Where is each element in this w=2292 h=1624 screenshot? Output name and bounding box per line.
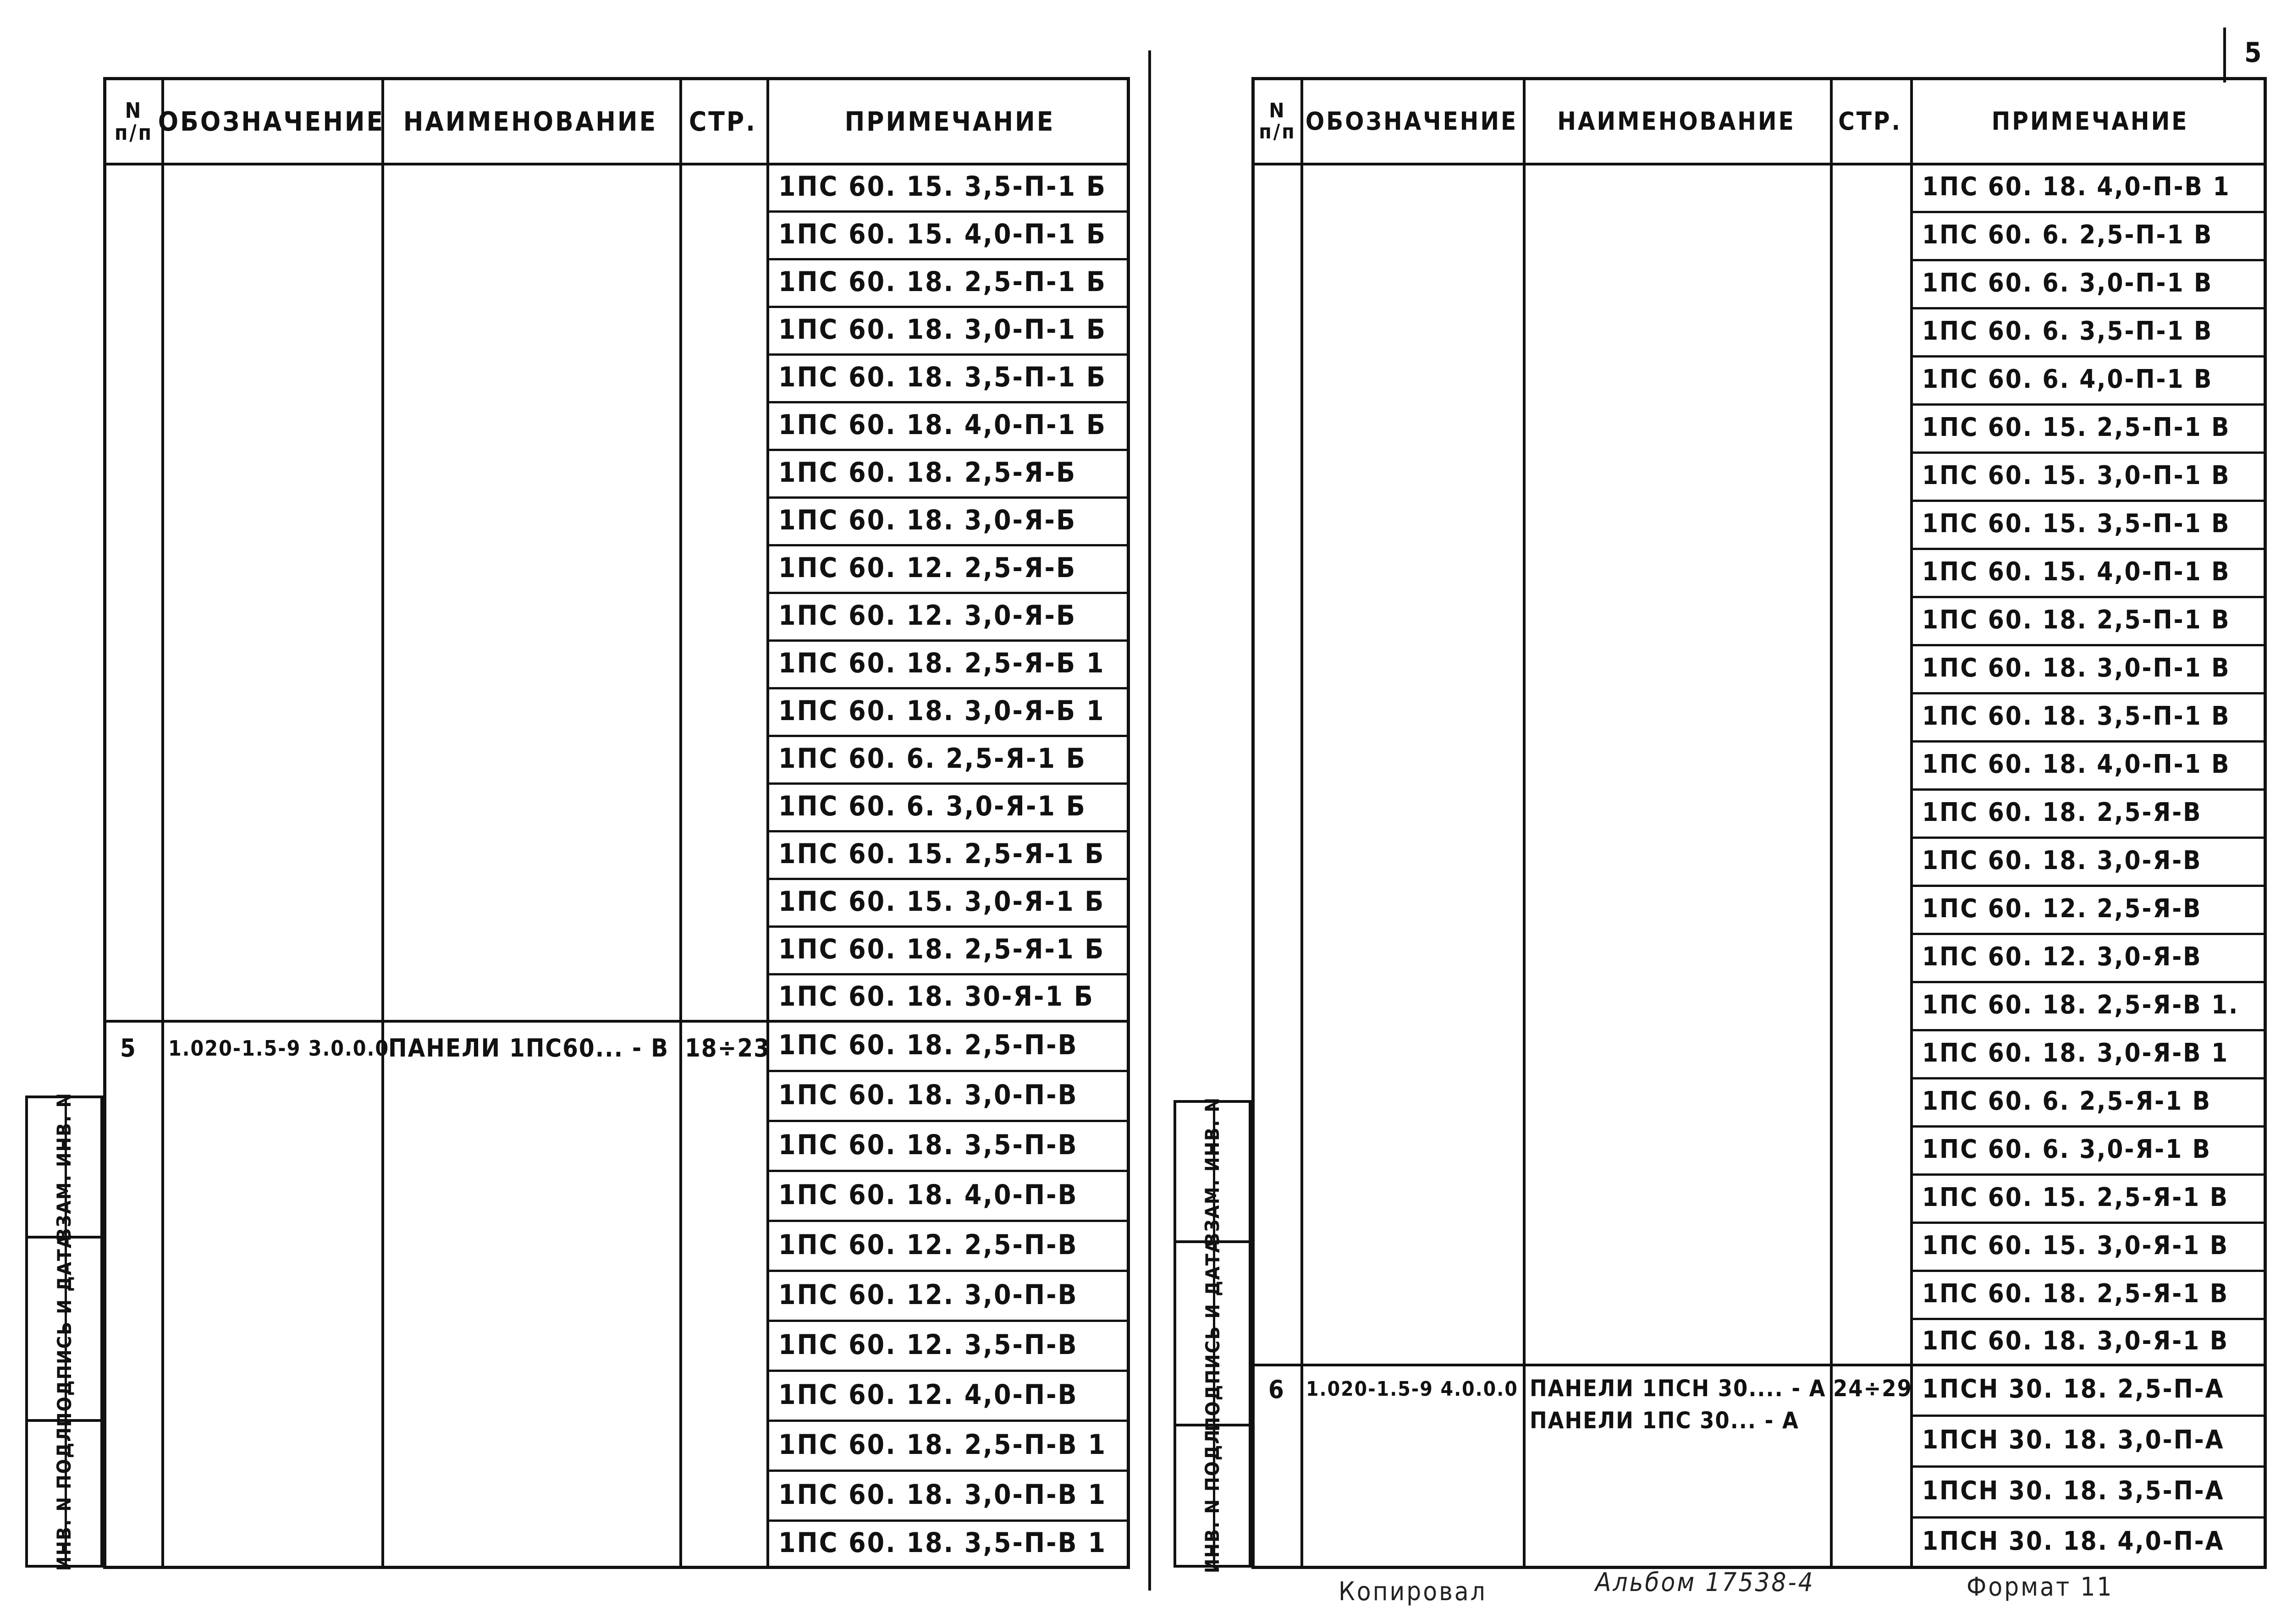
header-name: НАИМЕНОВАНИЕ (1557, 106, 1796, 136)
page-number: 5 (2244, 37, 2262, 69)
note-cell: 1ПСН 30. 18. 4,0-П-А (1922, 1526, 2225, 1556)
note-cell: 1ПС 60. 18. 3,0-Я-Б 1 (778, 695, 1105, 727)
note-cell: 1ПС 60. 18. 3,5-П-1 В (1922, 701, 2231, 731)
note-cell: 1ПС 60. 12. 2,5-Я-В (1922, 894, 2202, 924)
header-num: N п/п (1259, 99, 1296, 143)
right-spec-table (1251, 77, 2267, 1569)
footer-album: Альбом 17538-4 (1595, 1568, 1815, 1597)
col-divider (679, 80, 682, 1566)
note-cell: 1ПС 60. 12. 2,5-П-В (778, 1228, 1078, 1261)
col-divider (1523, 80, 1526, 1566)
note-cell: 1ПС 60. 6. 2,5-П-1 В (1922, 220, 2213, 250)
item-pages: 18÷23 (685, 1034, 770, 1062)
item-code: 1.020-1.5-9 3.0.0.0 (168, 1036, 390, 1061)
stamp-inv-label: ИНВ. N ПОДЛ. (53, 1419, 76, 1571)
header-name: НАИМЕНОВАНИЕ (403, 105, 658, 137)
note-cell: 1ПС 60. 15. 4,0-П-1 В (1922, 557, 2231, 587)
note-cell: 1ПСН 30. 18. 3,5-П-А (1922, 1476, 2225, 1506)
header-page: СТР. (1838, 106, 1902, 136)
note-cell: 1ПС 60. 15. 3,0-П-1 В (1922, 461, 2231, 490)
item-name: ПАНЕЛИ 1ПС60... - В (388, 1034, 669, 1062)
note-cell: 1ПС 60. 6. 3,0-Я-1 В (1922, 1134, 2212, 1164)
note-cell: 1ПС 60. 18. 3,5-П-1 Б (778, 361, 1107, 393)
note-cell: 1ПС 60. 18. 2,5-Я-Б (778, 457, 1077, 489)
header-note: ПРИМЕЧАНИЕ (844, 105, 1055, 137)
note-cell: 1ПС 60. 15. 4,0-П-1 Б (778, 218, 1107, 250)
note-cell: 1ПС 60. 18. 4,0-П-В 1 (1922, 172, 2231, 202)
item-name-second: ПАНЕЛИ 1ПС 30... - А (1530, 1407, 1799, 1434)
note-cell: 1ПС 60. 18. 2,5-П-1 Б (778, 266, 1107, 298)
stamp-sign-label: ПОДПИСЬ И ДАТА (1201, 1238, 1224, 1431)
note-cell: 1ПС 60. 18. 3,0-Я-В (1922, 846, 2202, 875)
header-page: СТР. (689, 105, 757, 137)
note-cell: 1ПС 60. 18. 2,5-Я-1 Б (778, 933, 1105, 965)
left-stamp-strip (25, 1092, 103, 1571)
note-cell: 1ПС 60. 18. 4,0-П-1 Б (778, 409, 1107, 441)
note-cell: 1ПС 60. 18. 3,0-П-1 В (1922, 653, 2231, 683)
footer-copied: Копировал (1339, 1577, 1487, 1607)
note-cell: 1ПС 60. 18. 2,5-Я-1 В (1922, 1279, 2229, 1309)
note-cell: 1ПС 60. 6. 2,5-Я-1 В (1922, 1086, 2212, 1116)
col-divider (381, 80, 384, 1566)
note-cell: 1ПС 60. 15. 2,5-Я-1 Б (778, 838, 1105, 870)
note-cell: 1ПС 60. 12. 3,0-Я-Б (778, 600, 1077, 632)
note-cell: 1ПС 60. 15. 2,5-Я-1 В (1922, 1183, 2229, 1212)
col-divider (1830, 80, 1833, 1566)
item-number: 6 (1268, 1375, 1285, 1404)
note-cell: 1ПС 60. 6. 3,0-Я-1 Б (778, 790, 1086, 822)
note-cell: 1ПС 60. 18. 3,0-Я-В 1 (1922, 1038, 2229, 1068)
note-cell: 1ПС 60. 15. 2,5-П-1 В (1922, 413, 2231, 442)
header-num: N п/п (114, 98, 154, 145)
col-divider (161, 80, 164, 1566)
right-stamp-strip (1174, 1096, 1251, 1573)
note-cell: 1ПС 60. 15. 3,0-Я-1 Б (778, 886, 1105, 918)
note-cell: 1ПС 60. 15. 3,5-П-1 В (1922, 509, 2231, 539)
note-cell: 1ПСН 30. 18. 2,5-П-А (1922, 1374, 2225, 1404)
item-pages: 24÷29 (1833, 1375, 1912, 1402)
stamp-sign-label: ПОДПИСЬ И ДАТА (53, 1233, 76, 1427)
page-fold-line (1148, 50, 1151, 1591)
footer-format: Формат 11 (1967, 1572, 2114, 1602)
note-cell: 1ПС 60. 18. 3,0-Я-1 В (1922, 1326, 2229, 1356)
note-cell: 1ПС 60. 18. 2,5-П-В (778, 1029, 1078, 1061)
note-cell: 1ПС 60. 18. 2,5-Я-В 1. (1922, 990, 2239, 1020)
note-cell: 1ПС 60. 12. 4,0-П-В (778, 1378, 1078, 1411)
note-cell: 1ПС 60. 18. 3,0-П-В (778, 1079, 1078, 1111)
note-cell: 1ПС 60. 12. 3,5-П-В (778, 1328, 1078, 1361)
note-cell: 1ПС 60. 6. 4,0-П-1 В (1922, 364, 2213, 394)
note-cell: 1ПС 60. 18. 30-Я-1 Б (778, 980, 1094, 1013)
note-cell: 1ПСН 30. 18. 3,0-П-А (1922, 1425, 2225, 1455)
note-cell: 1ПС 60. 15. 3,0-Я-1 В (1922, 1231, 2229, 1261)
col-divider (1300, 80, 1303, 1566)
left-spec-table (103, 77, 1130, 1569)
note-cell: 1ПС 60. 18. 4,0-П-1 В (1922, 749, 2231, 779)
note-cell: 1ПС 60. 12. 3,0-Я-В (1922, 942, 2202, 972)
note-cell: 1ПС 60. 18. 2,5-П-1 В (1922, 605, 2231, 635)
note-cell: 1ПС 60. 12. 2,5-Я-Б (778, 552, 1077, 584)
note-cell: 1ПС 60. 18. 3,5-П-В 1 (778, 1526, 1107, 1559)
note-cell: 1ПС 60. 18. 3,5-П-В (778, 1129, 1078, 1161)
note-cell: 1ПС 60. 18. 3,0-П-В 1 (778, 1478, 1107, 1511)
note-cell: 1ПС 60. 18. 3,0-Я-Б (778, 504, 1077, 536)
note-cell: 1ПС 60. 18. 2,5-П-В 1 (778, 1428, 1107, 1461)
note-cell: 1ПС 60. 6. 3,0-П-1 В (1922, 268, 2213, 298)
note-cell: 1ПС 60. 12. 3,0-П-В (778, 1278, 1078, 1311)
note-cell: 1ПС 60. 6. 2,5-Я-1 Б (778, 743, 1086, 775)
header-code: ОБОЗНАЧЕНИЕ (1305, 106, 1518, 136)
note-cell: 1ПС 60. 15. 3,5-П-1 Б (778, 171, 1107, 203)
stamp-inv-label: ИНВ. N ПОДЛ. (1201, 1421, 1224, 1573)
item-code: 1.020-1.5-9 4.0.0.0 (1306, 1377, 1518, 1401)
header-code: ОБОЗНАЧЕНИЕ (158, 105, 385, 137)
item-name: ПАНЕЛИ 1ПСН 30.... - А (1530, 1375, 1826, 1402)
note-cell: 1ПС 60. 18. 4,0-П-В (778, 1178, 1078, 1211)
stamp-replace-label: ВЗАМ. ИНВ. N (53, 1092, 76, 1241)
note-cell: 1ПС 60. 18. 2,5-Я-В (1922, 798, 2202, 827)
page-number-corner (2223, 28, 2281, 83)
stamp-replace-label: ВЗАМ. ИНВ. N (1201, 1096, 1224, 1246)
header-note: ПРИМЕЧАНИЕ (1991, 106, 2189, 136)
item-number: 5 (120, 1034, 137, 1062)
note-cell: 1ПС 60. 18. 2,5-Я-Б 1 (778, 647, 1105, 679)
note-cell: 1ПС 60. 6. 3,5-П-1 В (1922, 316, 2213, 346)
note-cell: 1ПС 60. 18. 3,0-П-1 Б (778, 314, 1107, 346)
